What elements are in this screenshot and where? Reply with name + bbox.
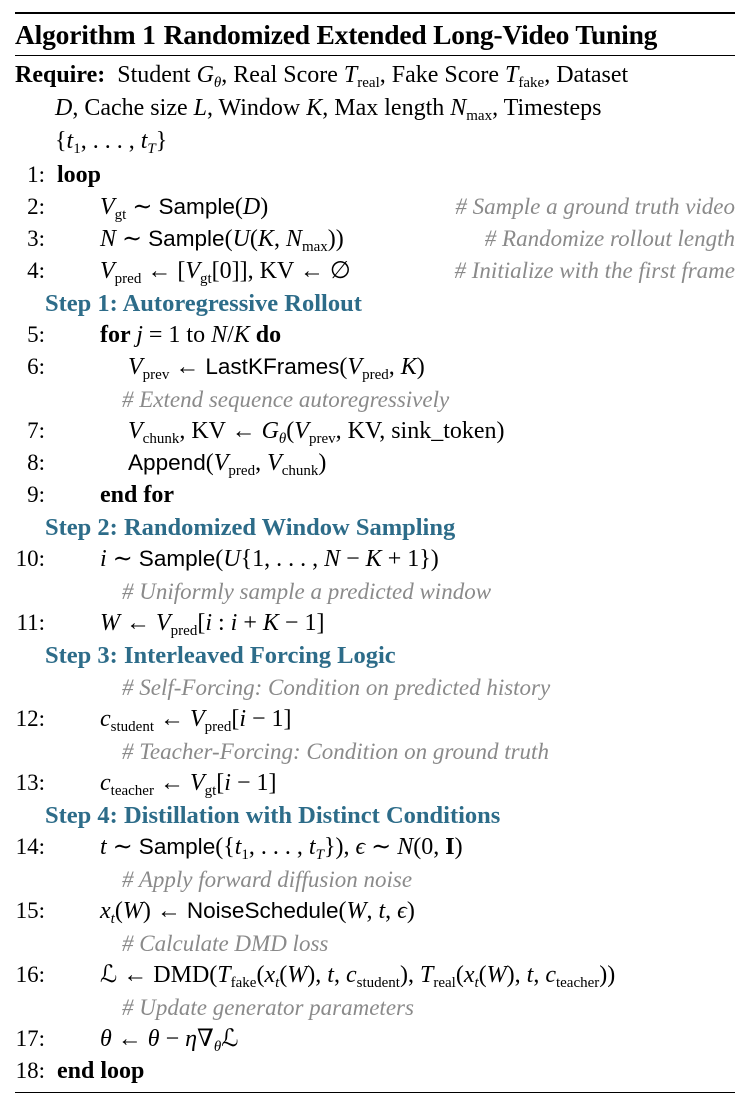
math-segment: V	[347, 354, 363, 380]
math-segment: [	[231, 706, 240, 732]
math-segment: t	[66, 128, 74, 154]
math-segment: W	[100, 610, 120, 636]
line-number: 14:	[15, 834, 45, 859]
math-segment: pred	[204, 719, 232, 735]
algo-line-14	[15, 832, 735, 864]
math-segment: T	[505, 62, 519, 88]
inline-comment: # Sample a ground truth video	[455, 194, 735, 219]
line-content	[45, 160, 101, 190]
math-segment: (	[339, 354, 348, 380]
math-segment: , Cache size	[72, 95, 194, 121]
line-number: 10:	[15, 546, 45, 571]
line-number: 12:	[15, 706, 45, 731]
algorithm-label: Algorithm 1	[15, 18, 156, 50]
math-segment: real	[357, 75, 380, 91]
line-number: 18:	[15, 1058, 45, 1083]
algorithm-name: Randomized Extended Long-Video Tuning	[163, 18, 658, 50]
math-segment: )	[260, 194, 269, 220]
math-segment: x	[264, 962, 276, 988]
math-segment: i	[239, 706, 246, 732]
math-segment: (0,	[413, 834, 446, 860]
math-segment: N	[324, 546, 341, 572]
comment-line: # Uniformly sample a predicted window	[122, 579, 492, 604]
math-segment: t	[526, 962, 534, 988]
algo-line-18	[15, 1056, 735, 1088]
math-segment: T	[315, 847, 324, 863]
algo-line-5	[15, 320, 735, 352]
math-segment: ),	[506, 962, 527, 988]
math-segment: N	[397, 834, 414, 860]
math-segment: (	[114, 898, 123, 924]
algo-line-16	[15, 960, 735, 992]
math-segment: U	[232, 226, 250, 252]
math-segment: ),	[399, 962, 420, 988]
math-segment: η	[185, 1026, 198, 1052]
require-row	[15, 59, 735, 92]
math-segment: prev	[308, 431, 336, 447]
algo-line-15	[15, 896, 735, 928]
math-segment: i	[100, 546, 107, 572]
math-segment: [	[216, 770, 225, 796]
math-segment: K	[365, 546, 382, 572]
math-segment: for	[100, 322, 137, 348]
algo-line-9	[15, 480, 735, 512]
math-segment: K	[233, 322, 250, 348]
math-segment: x	[463, 962, 475, 988]
math-segment: T	[217, 962, 231, 988]
math-segment: (	[224, 226, 233, 252]
line-number: 13:	[15, 770, 45, 795]
math-segment: , . . . ,	[80, 128, 141, 154]
line-number: 6:	[27, 354, 45, 379]
math-segment: ∼	[365, 834, 398, 860]
math-segment: t	[110, 911, 115, 927]
algo-line-13	[15, 768, 735, 800]
math-segment: real	[433, 975, 456, 991]
line-number: 8:	[27, 450, 45, 475]
math-segment: }	[155, 128, 168, 154]
math-segment: N	[285, 226, 302, 252]
math-segment: , Fake Score	[379, 62, 506, 88]
math-segment: (	[205, 450, 214, 476]
math-segment: Student	[105, 62, 197, 88]
math-segment: ∼	[106, 546, 139, 572]
math-segment: V	[128, 418, 143, 444]
line-number: 1:	[27, 162, 45, 187]
math-segment: ,	[366, 898, 379, 924]
math-segment: pred	[114, 271, 142, 287]
math-segment: V	[294, 418, 309, 444]
math-segment: Sample	[138, 834, 216, 859]
math-segment: t	[234, 834, 242, 860]
math-segment: (	[286, 418, 295, 444]
comment-line: # Self-Forcing: Condition on predicted history	[122, 675, 551, 700]
math-segment: G	[261, 418, 279, 444]
math-segment: , Window	[206, 95, 307, 121]
math-segment: V	[190, 706, 205, 732]
math-segment: θ	[213, 75, 222, 91]
math-segment: −	[159, 1026, 186, 1052]
math-segment: θ	[278, 431, 287, 447]
math-segment: +	[237, 610, 263, 636]
math-segment: W	[287, 962, 308, 988]
math-segment: W	[346, 898, 367, 924]
math-segment: (	[478, 962, 487, 988]
math-segment: c	[100, 770, 111, 796]
math-segment: Require:	[15, 62, 106, 88]
math-segment: Sample	[158, 194, 235, 219]
math-segment: V	[128, 354, 143, 380]
math-segment: ϵ	[397, 898, 407, 924]
algo-line-2	[15, 192, 735, 224]
algo-line-4	[15, 256, 735, 288]
math-segment: [0]], KV ← ∅	[211, 258, 351, 284]
math-segment: V	[100, 194, 115, 220]
comment-line: # Apply forward diffusion noise	[122, 867, 413, 892]
math-segment: i	[205, 610, 212, 636]
require-block	[15, 56, 735, 160]
math-segment: ←	[120, 610, 156, 636]
math-segment: prev	[142, 367, 170, 383]
math-segment: W	[486, 962, 507, 988]
comment-line: # Extend sequence autoregressively	[122, 387, 450, 412]
math-segment: U	[223, 546, 241, 572]
math-segment: ,	[333, 962, 346, 988]
math-segment: G	[196, 62, 214, 88]
math-segment: (	[455, 962, 464, 988]
math-segment: θ	[213, 1039, 222, 1055]
step-heading: Step 4: Distillation with Distinct Conditions	[45, 802, 501, 829]
math-segment: max	[466, 108, 493, 124]
line-number: 17:	[15, 1026, 45, 1051]
math-segment: Sample	[148, 226, 225, 251]
math-segment: V	[100, 258, 115, 284]
math-segment: )	[416, 354, 425, 380]
comment-line: # Calculate DMD loss	[122, 931, 329, 956]
math-segment: ϵ	[355, 834, 366, 860]
algo-line-1	[15, 160, 735, 192]
math-segment: pred	[228, 463, 256, 479]
math-segment: V	[156, 610, 171, 636]
math-segment: t	[327, 962, 334, 988]
math-segment: gt	[204, 783, 217, 799]
algorithm-title	[15, 14, 735, 55]
math-segment: Append	[128, 450, 206, 475]
math-segment: 1	[73, 141, 81, 157]
math-segment: )	[406, 898, 415, 924]
math-segment: gt	[200, 271, 212, 287]
math-segment: max	[301, 239, 328, 255]
step-heading: Step 1: Autoregressive Rollout	[45, 290, 362, 317]
math-segment: t	[275, 975, 280, 991]
math-segment: N	[450, 95, 467, 121]
math-segment: pred	[170, 623, 198, 639]
math-segment: ,	[255, 450, 268, 476]
math-segment: )	[318, 450, 327, 476]
math-segment: , Real Score	[221, 62, 344, 88]
algorithm-body	[15, 160, 735, 1092]
math-segment: }),	[323, 834, 356, 860]
math-segment: T	[343, 62, 358, 88]
math-segment: ←	[154, 706, 190, 732]
math-segment: N	[211, 322, 228, 348]
math-segment: ℒ	[221, 1026, 239, 1052]
math-segment: , Max length	[322, 95, 451, 121]
math-segment: fake	[230, 975, 257, 991]
math-segment: − 1]	[230, 770, 277, 796]
math-segment: K	[306, 95, 323, 121]
bottom-rule	[15, 1092, 735, 1093]
algo-line-6	[15, 352, 735, 384]
math-segment: chunk	[142, 431, 180, 447]
math-segment: N	[100, 226, 117, 252]
math-segment: ∇	[197, 1026, 214, 1052]
math-segment: θ	[147, 1026, 160, 1052]
math-segment: (	[215, 546, 224, 572]
math-segment: ,	[388, 354, 401, 380]
math-segment: ← DMD(	[117, 962, 218, 988]
math-segment: W	[122, 898, 143, 924]
math-segment: V	[189, 770, 205, 796]
algo-line-17	[15, 1024, 735, 1056]
math-segment: V	[213, 450, 229, 476]
math-segment: end loop	[57, 1058, 145, 1084]
math-segment: −	[340, 546, 366, 572]
math-segment: NoiseSchedule	[186, 898, 339, 923]
math-segment: , KV, sink_token)	[335, 418, 505, 444]
math-segment: + 1})	[381, 546, 439, 572]
math-segment: (	[249, 226, 258, 252]
math-segment: c	[345, 962, 357, 988]
algo-line-11	[15, 608, 735, 640]
require-row	[15, 92, 735, 125]
line-number: 4:	[27, 258, 45, 283]
math-segment: K	[400, 354, 417, 380]
math-segment: ∼	[126, 194, 159, 220]
math-segment: θ	[100, 1026, 112, 1052]
math-segment: ←	[153, 770, 190, 796]
math-segment: )	[454, 834, 463, 860]
math-segment: ←	[111, 1026, 148, 1052]
math-segment: , Timesteps	[492, 95, 602, 121]
math-segment: ∼	[116, 226, 149, 252]
math-segment: fake	[518, 75, 545, 91]
math-segment: V	[267, 450, 282, 476]
math-segment: ←	[169, 354, 206, 380]
math-segment: ∼	[106, 834, 139, 860]
math-segment: t	[308, 834, 316, 860]
line-number: 5:	[27, 322, 45, 347]
algo-line-10	[15, 544, 735, 576]
math-segment: ),	[307, 962, 328, 988]
math-segment: ,	[273, 226, 286, 252]
algo-line-7	[15, 416, 735, 448]
math-segment: t	[100, 834, 107, 860]
math-segment: ))	[599, 962, 616, 988]
math-segment: loop	[57, 162, 102, 188]
math-segment: L	[193, 95, 207, 121]
inline-comment: # Randomize rollout length	[484, 226, 735, 251]
math-segment: /	[227, 322, 234, 348]
line-number: 11:	[16, 610, 45, 635]
math-segment: ))	[327, 226, 344, 252]
math-segment: (	[256, 962, 265, 988]
math-segment: teacher	[110, 783, 154, 799]
math-segment: ← [	[141, 258, 186, 284]
math-segment: , KV ←	[179, 418, 262, 444]
math-segment: student	[356, 975, 400, 991]
math-segment: = 1 to	[142, 322, 212, 348]
math-segment: chunk	[281, 463, 319, 479]
line-content	[45, 480, 174, 510]
algo-line-3	[15, 224, 735, 256]
math-segment: T	[419, 962, 434, 988]
math-segment: , Dataset	[544, 62, 629, 88]
math-segment: gt	[114, 207, 127, 223]
math-segment: − 1]	[246, 706, 292, 732]
math-segment: (	[234, 194, 243, 220]
math-segment: ℒ	[100, 962, 118, 988]
line-number: 7:	[27, 418, 45, 443]
math-segment: D	[242, 194, 261, 220]
math-segment: − 1]	[278, 610, 325, 636]
comment-line: # Teacher-Forcing: Condition on ground truth	[122, 739, 549, 764]
line-number: 16:	[15, 962, 45, 987]
algo-line-12	[15, 704, 735, 736]
math-segment: T	[147, 141, 156, 157]
math-segment: c	[545, 962, 556, 988]
inline-comment: # Initialize with the first frame	[454, 258, 735, 283]
math-segment: Sample	[138, 546, 216, 571]
math-segment: t	[474, 975, 479, 991]
math-segment: t	[378, 898, 386, 924]
math-segment: t	[140, 128, 148, 154]
math-segment: (	[279, 962, 288, 988]
math-segment: ) ←	[142, 898, 187, 924]
math-segment: x	[100, 898, 111, 924]
math-segment: i	[230, 610, 238, 636]
math-segment: do	[249, 322, 282, 348]
math-segment: i	[224, 770, 231, 796]
math-segment: :	[212, 610, 231, 636]
line-number: 15:	[15, 898, 45, 923]
math-segment: ,	[385, 898, 398, 924]
math-segment: [	[197, 610, 206, 636]
math-segment: K	[262, 610, 279, 636]
comment-line: # Update generator parameters	[122, 995, 414, 1020]
math-segment: 1	[241, 847, 249, 863]
math-segment: ({	[215, 834, 235, 860]
math-segment: student	[110, 719, 154, 735]
require-row	[15, 125, 735, 158]
math-segment: LastKFrames	[205, 354, 340, 379]
math-segment: {	[55, 128, 67, 154]
math-segment: {1, . . . ,	[240, 546, 325, 572]
math-segment: ,	[533, 962, 546, 988]
step-heading: Step 2: Randomized Window Sampling	[45, 514, 456, 541]
math-segment: end for	[100, 482, 174, 508]
math-segment: c	[100, 706, 111, 732]
math-segment: V	[185, 258, 200, 284]
line-content	[45, 1056, 144, 1086]
step-heading: Step 3: Interleaved Forcing Logic	[45, 642, 396, 669]
math-segment: pred	[362, 367, 389, 383]
math-segment: , . . . ,	[248, 834, 309, 860]
line-number: 3:	[27, 226, 45, 251]
math-segment: K	[257, 226, 274, 252]
math-segment: j	[136, 322, 143, 348]
math-segment: (	[338, 898, 347, 924]
line-content	[45, 544, 439, 574]
line-number: 9:	[27, 482, 45, 507]
math-segment: teacher	[555, 975, 600, 991]
math-segment: D	[55, 95, 73, 121]
line-number: 2:	[27, 194, 45, 219]
line-content	[45, 320, 281, 350]
math-segment: I	[445, 834, 455, 860]
